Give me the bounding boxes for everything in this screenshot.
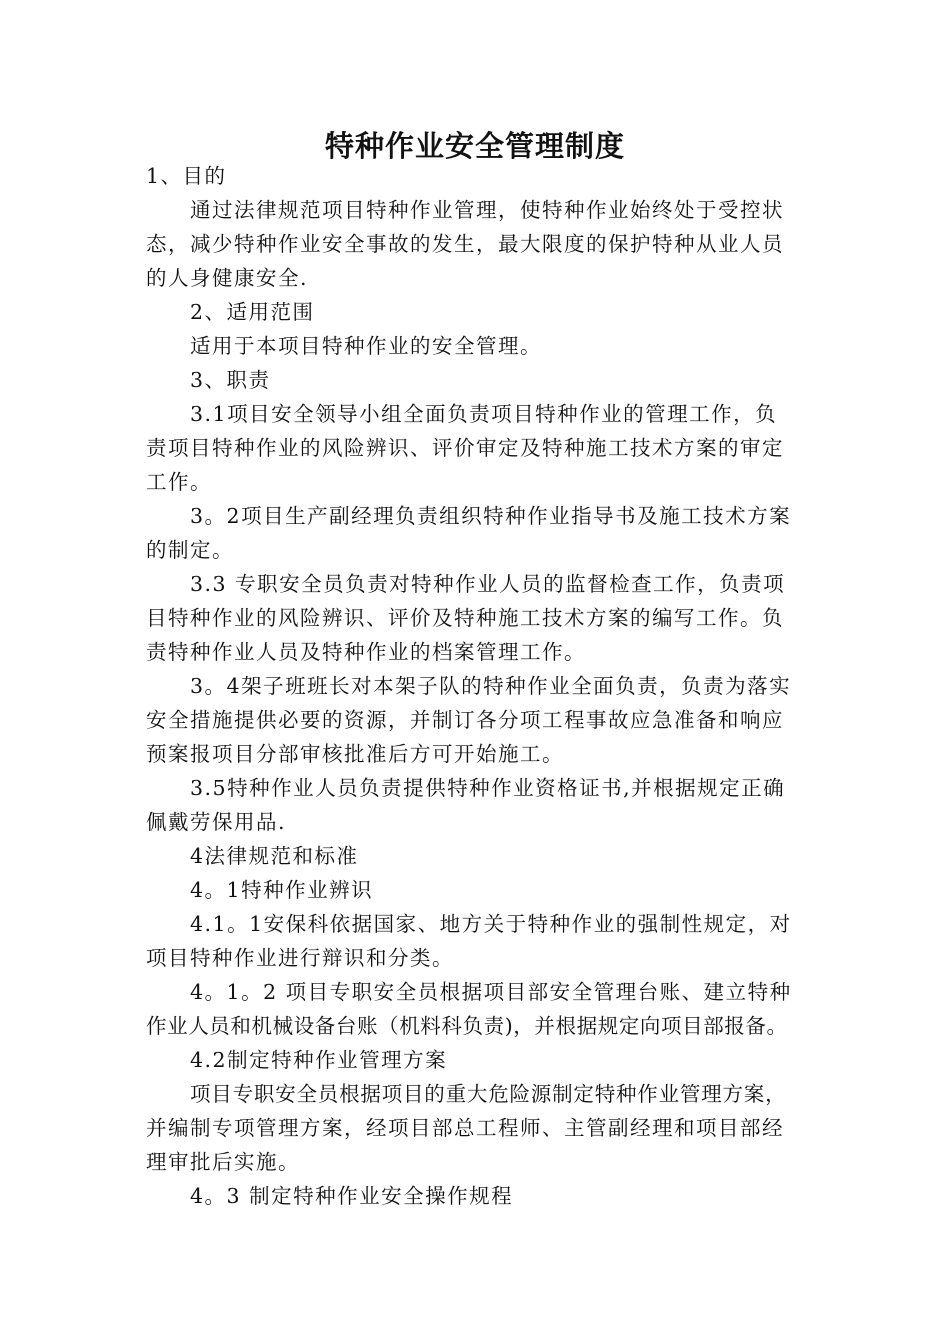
section-heading: 4法律规范和标准 — [190, 844, 359, 868]
section-heading: 2、适用范围 — [190, 300, 315, 324]
paragraph-line: 预案报项目分部审核批准后方可开始施工。 — [146, 742, 564, 766]
paragraph-line: 通过法律规范项目特种作业管理，使特种作业始终处于受控状 — [190, 198, 784, 222]
paragraph-line: 佩戴劳保用品. — [146, 810, 287, 834]
subsection-heading: 4。3 制定特种作业安全操作规程 — [190, 1184, 514, 1208]
paragraph-line: 3.1项目安全领导小组全面负责项目特种作业的管理工作，负 — [190, 402, 778, 426]
paragraph-line: 安全措施提供必要的资源，并制订各分项工程事故应急准备和响应 — [146, 708, 784, 732]
paragraph-line: 3。2项目生产副经理负责组织特种作业指导书及施工技术方案 — [190, 504, 792, 528]
paragraph-line: 作业人员和机械设备台账（机料科负责)，并根据规定向项目部报备。 — [146, 1014, 788, 1038]
paragraph-line: 3.5特种作业人员负责提供特种作业资格证书,并根据规定正确 — [190, 776, 786, 800]
paragraph-line: 4。1。2 项目专职安全员根据项目部安全管理台账、建立特种 — [190, 980, 792, 1004]
paragraph-line: 项目专职安全员根据项目的重大危险源制定特种作业管理方案， — [190, 1082, 787, 1106]
paragraph-line: 工作。 — [146, 470, 212, 494]
paragraph-line: 适用于本项目特种作业的安全管理。 — [190, 334, 542, 358]
paragraph-line: 3.3 专职安全员负责对特种作业人员的监督检查工作，负责项 — [190, 572, 786, 596]
paragraph-line: 的制定。 — [146, 538, 234, 562]
paragraph-line: 的人身健康安全. — [146, 266, 309, 290]
paragraph-line: 责特种作业人员及特种作业的档案管理工作。 — [146, 640, 586, 664]
paragraph-line: 3。4架子班班长对本架子队的特种作业全面负责，负责为落实 — [190, 674, 792, 698]
section-heading: 3、职责 — [190, 368, 271, 392]
paragraph-line: 并编制专项管理方案，经项目部总工程师、主管副经理和项目部经 — [146, 1116, 784, 1140]
paragraph-line: 理审批后实施。 — [146, 1150, 300, 1174]
paragraph-line: 目特种作业的风险辨识、评价及特种施工技术方案的编写工作。负 — [146, 606, 784, 630]
paragraph-line: 4.1。1安保科依据国家、地方关于特种作业的强制性规定，对 — [190, 912, 792, 936]
document-title: 特种作业安全管理制度 — [324, 129, 625, 163]
paragraph-line: 态，减少特种作业安全事故的发生，最大限度的保护特种从业人员 — [146, 232, 784, 256]
subsection-heading: 4。1特种作业辨识 — [190, 878, 374, 902]
subsection-heading: 4.2制定特种作业管理方案 — [190, 1048, 448, 1072]
paragraph-line: 责项目特种作业的风险辨识、评价审定及特种施工技术方案的审定 — [146, 436, 784, 460]
section-heading: 1、目的 — [146, 164, 227, 188]
paragraph-line: 项目特种作业进行辩识和分类。 — [146, 946, 454, 970]
